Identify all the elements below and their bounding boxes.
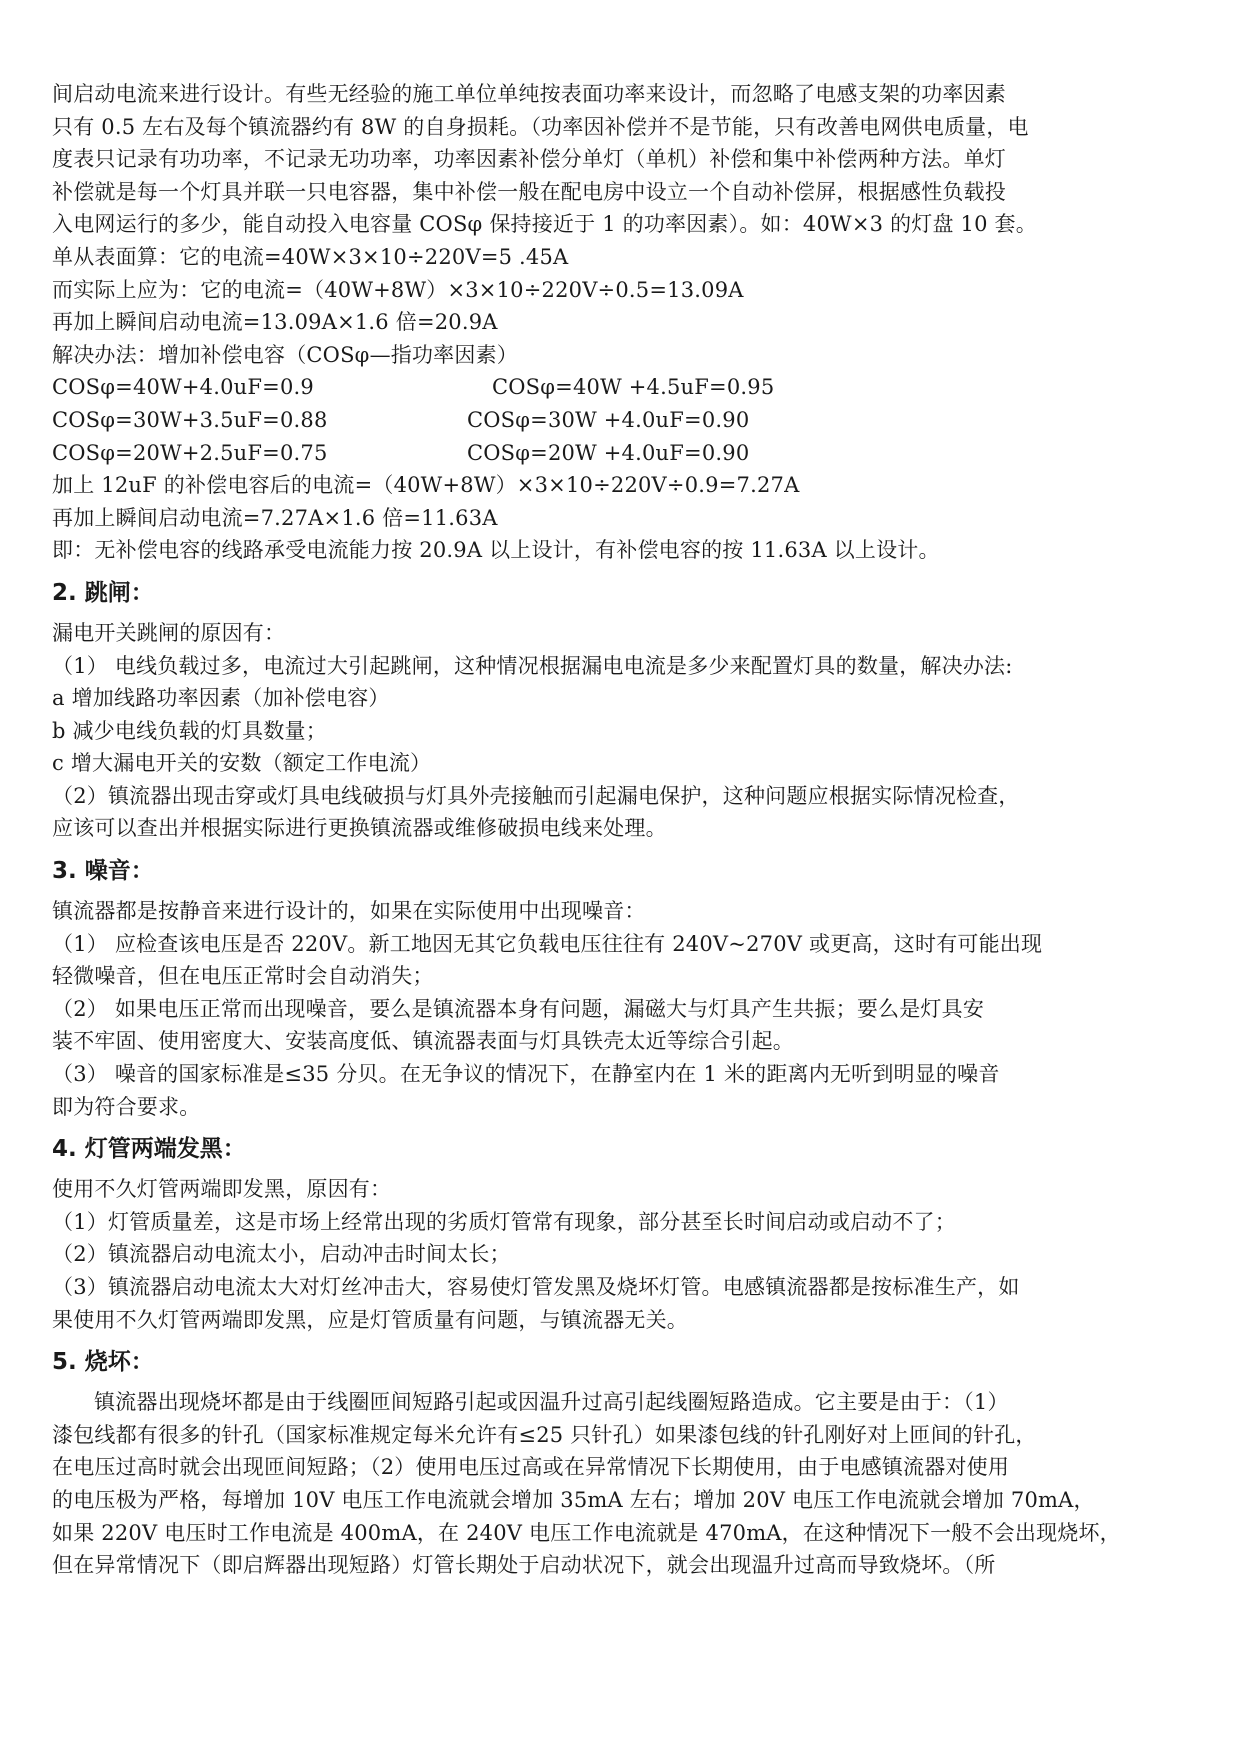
text-line: c 增大漏电开关的安数（额定工作电流）	[52, 751, 432, 776]
cos-row	[52, 371, 1192, 404]
section-body-blackening	[52, 1173, 1192, 1336]
text-line: 镇流器出现烧坏都是由于线圈匝间短路引起或因温升过高引起线圈短路造成。它主要是由于：（1）	[94, 1390, 1009, 1415]
text-line: 如果 220V 电压时工作电流是 400mA，在 240V 电压工作电流就是 470mA，在这种情况下一般不会出现烧坏，	[52, 1520, 1121, 1545]
text-line: b 减少电线负载的灯具数量；	[52, 718, 327, 743]
text-line: （2）镇流器启动电流太小，启动冲击时间太长；	[52, 1242, 511, 1267]
conclusion-line: 即：无补偿电容的线路承受电流能力按 20.9A 以上设计，有补偿电容的按 11.63A 以上设计。	[52, 538, 940, 563]
section-body-noise	[52, 895, 1192, 1123]
intro-paragraph	[52, 78, 1192, 567]
calc-actual: 而实际上应为：它的电流=（40W+8W）×3×10÷220V÷0.5=13.09A	[52, 277, 744, 302]
calc-after-startup: 再加上瞬间启动电流=7.27A×1.6 倍=11.63A	[52, 505, 498, 530]
section-body-tripping	[52, 617, 1192, 845]
text-line: （3） 噪音的国家标准是≤35 分贝。在无争议的情况下，在静室内在 1 米的距离内无听到明显的噪音	[52, 1062, 1000, 1087]
text-line: 即为符合要求。	[52, 1094, 201, 1119]
calc-startup: 再加上瞬间启动电流=13.09A×1.6 倍=20.9A	[52, 310, 498, 335]
text-line: 镇流器都是按静音来进行设计的，如果在实际使用中出现噪音：	[52, 899, 646, 924]
cos-right-value: COSφ=30W +4.0uF=0.90	[467, 407, 750, 432]
text-line: （2） 如果电压正常而出现噪音，要么是镇流器本身有问题，漏磁大与灯具产生共振；要么是灯具安	[52, 996, 985, 1021]
section-heading-burnout: 5. 烧坏：	[52, 1349, 154, 1376]
text-line: 补偿就是每一个灯具并联一只电容器，集中补偿一般在配电房中设立一个自动补偿屏，根据感性负载投	[52, 179, 1006, 204]
cos-row	[52, 404, 1192, 437]
document-page	[52, 78, 1192, 1582]
text-line: （1）灯管质量差，这是市场上经常出现的劣质灯管常有现象，部分甚至长时间启动或启动不了；	[52, 1209, 956, 1234]
text-line: 度表只记录有功功率，不记录无功功率，功率因素补偿分单灯（单机）补偿和集中补偿两种方法。单灯	[52, 147, 1006, 172]
cos-right-value: COSφ=20W +4.0uF=0.90	[467, 440, 750, 465]
text-line: 的电压极为严格，每增加 10V 电压工作电流就会增加 35mA 左右；增加 20V 电压工作电流就会增加 70mA，	[52, 1487, 1095, 1512]
text-line: 果使用不久灯管两端即发黑，应是灯管质量有问题，与镇流器无关。	[52, 1307, 688, 1332]
text-line: 漏电开关跳闸的原因有：	[52, 620, 286, 645]
text-line: 应该可以查出并根据实际进行更换镇流器或维修破损电线来处理。	[52, 816, 667, 841]
calc-surface: 单从表面算：它的电流=40W×3×10÷220V=5 .45A	[52, 244, 569, 269]
text-line: 使用不久灯管两端即发黑，原因有：	[52, 1177, 392, 1202]
text-line: 在电压过高时就会出现匝间短路；（2）使用电压过高或在异常情况下长期使用，由于电感镇流器对使用	[52, 1455, 1010, 1480]
text-line: （1） 电线负载过多，电流过大引起跳闸，这种情况根据漏电电流是多少来配置灯具的数量，解决办法:	[52, 653, 1013, 678]
text-line: 但在异常情况下（即启辉器出现短路）灯管长期处于启动状况下，就会出现温升过高而导致烧坏。（所	[52, 1553, 996, 1578]
text-line: 漆包线都有很多的针孔（国家标准规定每米允许有≤25 只针孔）如果漆包线的针孔刚好对上匝间的针孔，	[52, 1422, 1037, 1447]
section-body-burnout	[52, 1386, 1192, 1582]
text-line: （3）镇流器启动电流太大对灯丝冲击大，容易使灯管发黑及烧坏灯管。电感镇流器都是按标准生产，如	[52, 1275, 1020, 1299]
text-line: 装不牢固、使用密度大、安装高度低、镇流器表面与灯具铁壳太近等综合引起。	[52, 1029, 794, 1054]
section-heading-blackening: 4. 灯管两端发黑：	[52, 1136, 246, 1163]
section-heading-noise: 3. 噪音：	[52, 858, 154, 885]
cos-right-value: COSφ=40W +4.5uF=0.95	[492, 375, 775, 400]
text-line: 入电网运行的多少，能自动投入电容量 COSφ 保持接近于 1 的功率因素）。如：40W×3 的灯盘 10 套。	[52, 212, 1037, 237]
section-heading-tripping: 2. 跳闸：	[52, 579, 154, 606]
solution-line: 解决办法：增加补偿电容（COSφ—指功率因素）	[52, 342, 518, 367]
text-line: （1） 应检查该电压是否 220V。新工地因无其它负载电压往往有 240V~270V 或更高，这时有可能出现	[52, 931, 1043, 956]
text-line: 只有 0.5 左右及每个镇流器约有 8W 的自身损耗。（功率因补偿并不是节能，只有改善电网供电质量，电	[52, 114, 1029, 139]
text-line: 轻微噪音，但在电压正常时会自动消失；	[52, 964, 434, 989]
text-line: （2）镇流器出现击穿或灯具电线破损与灯具外壳接触而引起漏电保护，这种问题应根据实际情况检查，	[52, 783, 1020, 808]
calc-after: 加上 12uF 的补偿电容后的电流=（40W+8W）×3×10÷220V÷0.9=7.27A	[52, 473, 800, 498]
text-line: 间启动电流来进行设计。有些无经验的施工单位单纯按表面功率来设计，而忽略了电感支架的功率因素	[52, 82, 1006, 106]
cos-left-value: COSφ=40W+4.0uF=0.9	[52, 375, 314, 400]
cos-left-value: COSφ=20W+2.5uF=0.75	[52, 440, 328, 465]
text-line: a 增加线路功率因素（加补偿电容）	[52, 686, 390, 711]
cos-row	[52, 437, 1192, 470]
cos-left-value: COSφ=30W+3.5uF=0.88	[52, 407, 328, 432]
